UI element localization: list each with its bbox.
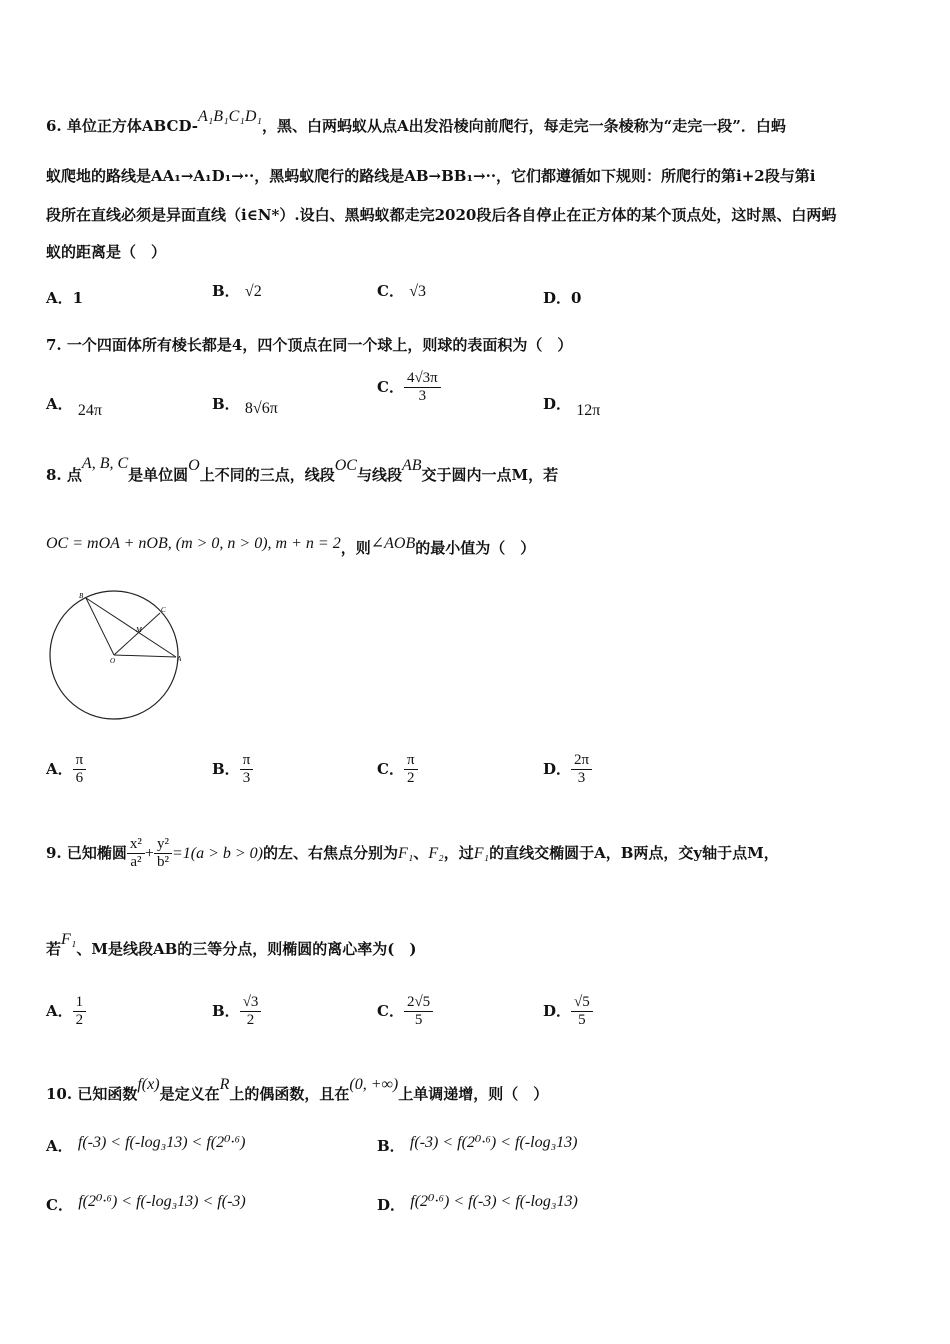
segment-oa xyxy=(114,655,176,657)
q6-line-4: 蚁的距离是（ ） xyxy=(46,243,167,261)
label-c: C xyxy=(161,606,166,614)
q7-line xyxy=(46,334,572,355)
q10-number: 10. xyxy=(46,1085,73,1103)
q6-line-2: 蚁爬地的路线是AA₁→A₁D₁→··，黑蚂蚁爬行的路线是AB→BB₁→··，它们都遵循如下规则：所爬行的第i+2段与第i xyxy=(46,167,816,185)
q7-option-b[interactable]: B． 8√6π xyxy=(212,395,278,417)
q7-option-c[interactable]: C． $\frac{4√3\pi}{3}$ xyxy=(377,370,441,406)
q7-number: 7. xyxy=(46,336,62,354)
q8-option-d[interactable]: D． $\frac{2\pi}{3}$ xyxy=(543,752,592,788)
q9-option-b[interactable]: B． $\frac{√3}{2}$ xyxy=(212,994,261,1030)
q9-number: 9. xyxy=(46,843,62,862)
q6-math-a1b1c1d1: A₁B₁C₁D₁ xyxy=(197,108,262,125)
q6-text-b: ，黑、白两蚂蚁从点A出发沿棱向前爬行，每走完一条棱称为“走完一段”．白蚂 xyxy=(261,117,786,135)
q9-option-d[interactable]: D． $\frac{√5}{5}$ xyxy=(543,994,593,1030)
q6-option-a[interactable]: A．1 xyxy=(46,289,84,307)
q9-y-fraction: $\frac{\text{y²}}{\text{b²}}$ xyxy=(154,836,172,872)
q9-option-a[interactable]: A． $\frac{1}{2}$ xyxy=(46,994,86,1030)
q8-line-2: OC = mOA + nOB, (m > 0, n > 0), m + n = 2，则∠AOB的最小值为（ ） xyxy=(46,535,536,557)
q8-option-a[interactable]: A． $\frac{\pi}{6}$ xyxy=(46,752,86,788)
q8-number: 8. xyxy=(46,466,62,484)
q10-option-c[interactable]: C． f(2⁰·⁶) < f(-log₃13) < f(-3) xyxy=(46,1193,246,1214)
segment-ob xyxy=(86,598,114,655)
segment-oc xyxy=(114,613,160,655)
q6-option-b[interactable]: B． √2 xyxy=(212,282,262,300)
q8-formula: OC = mOA + nOB, (m > 0, n > 0), m + n = 2 xyxy=(46,535,341,552)
q9-x-fraction: $\frac{\text{x²}}{\text{a²}}$ xyxy=(127,836,145,872)
label-o: O xyxy=(110,657,116,665)
q9-line-2: 若F₁、M是线段AB的三等分点，则椭圆的离心率为( ) xyxy=(46,931,417,958)
q6-number: 6. xyxy=(46,117,62,135)
q10-option-b[interactable]: B． f(-3) < f(2⁰·⁶) < f(-log₃13) xyxy=(377,1134,578,1155)
q6-text-a: 单位正方体ABCD- xyxy=(66,117,198,135)
q7-text: 一个四面体所有棱长都是4，四个顶点在同一个球上，则球的表面积为（ ） xyxy=(66,336,573,354)
label-a: A xyxy=(177,655,182,663)
q6-line-1 xyxy=(46,108,786,136)
q6-line-3: 段所在直线必须是异面直线（i∈N*）.设白、黑蚂蚁都走完2020段后各自停止在正方体的某个顶点处，这时黑、白两蚂 xyxy=(46,206,837,224)
q9-line-1: 9. 已知椭圆 $\frac{\text{x²}}{\text{a²}}$ + $\frac{\text{y²}}{\text{b²}}$ =1(a > b > 0)的左、右焦点分别为F₁、F₂，过F₁的直线交椭圆于A，B两点，交y轴于点M， xyxy=(46,836,779,871)
q7-option-a[interactable]: A． 24π xyxy=(46,395,102,419)
q8-option-b[interactable]: B． $\frac{\pi}{3}$ xyxy=(212,752,253,788)
q10-option-d[interactable]: D． f(2⁰·⁶) < f(-3) < f(-log₃13) xyxy=(377,1193,578,1214)
q8-option-c[interactable]: C． $\frac{\pi}{2}$ xyxy=(377,752,418,788)
q8-points: A, B, C xyxy=(81,455,129,472)
q7-c-fraction: $\frac{4√3\pi}{3}$ xyxy=(404,370,441,406)
label-m: M xyxy=(136,626,142,634)
q6-option-c[interactable]: C． √3 xyxy=(377,282,426,300)
q9-option-c[interactable]: C． $\frac{2√5}{5}$ xyxy=(377,994,433,1030)
q10-option-a[interactable]: A． f(-3) < f(-log₃13) < f(2⁰·⁶) xyxy=(46,1134,246,1155)
q6-option-d[interactable]: D．0 xyxy=(543,289,582,307)
label-b: B xyxy=(79,592,84,600)
q10-line: 10. 已知函数f(x)是定义在R上的偶函数，且在(0, +∞)上单调递增，则（ ） xyxy=(46,1076,549,1103)
q7-option-d[interactable]: D． 12π xyxy=(543,395,601,419)
q8-line-1: 8. 点A, B, C是单位圆O上不同的三点，线段OC与线段AB交于圆内一点M，若 xyxy=(46,455,559,484)
q8-circle-figure xyxy=(46,585,216,725)
